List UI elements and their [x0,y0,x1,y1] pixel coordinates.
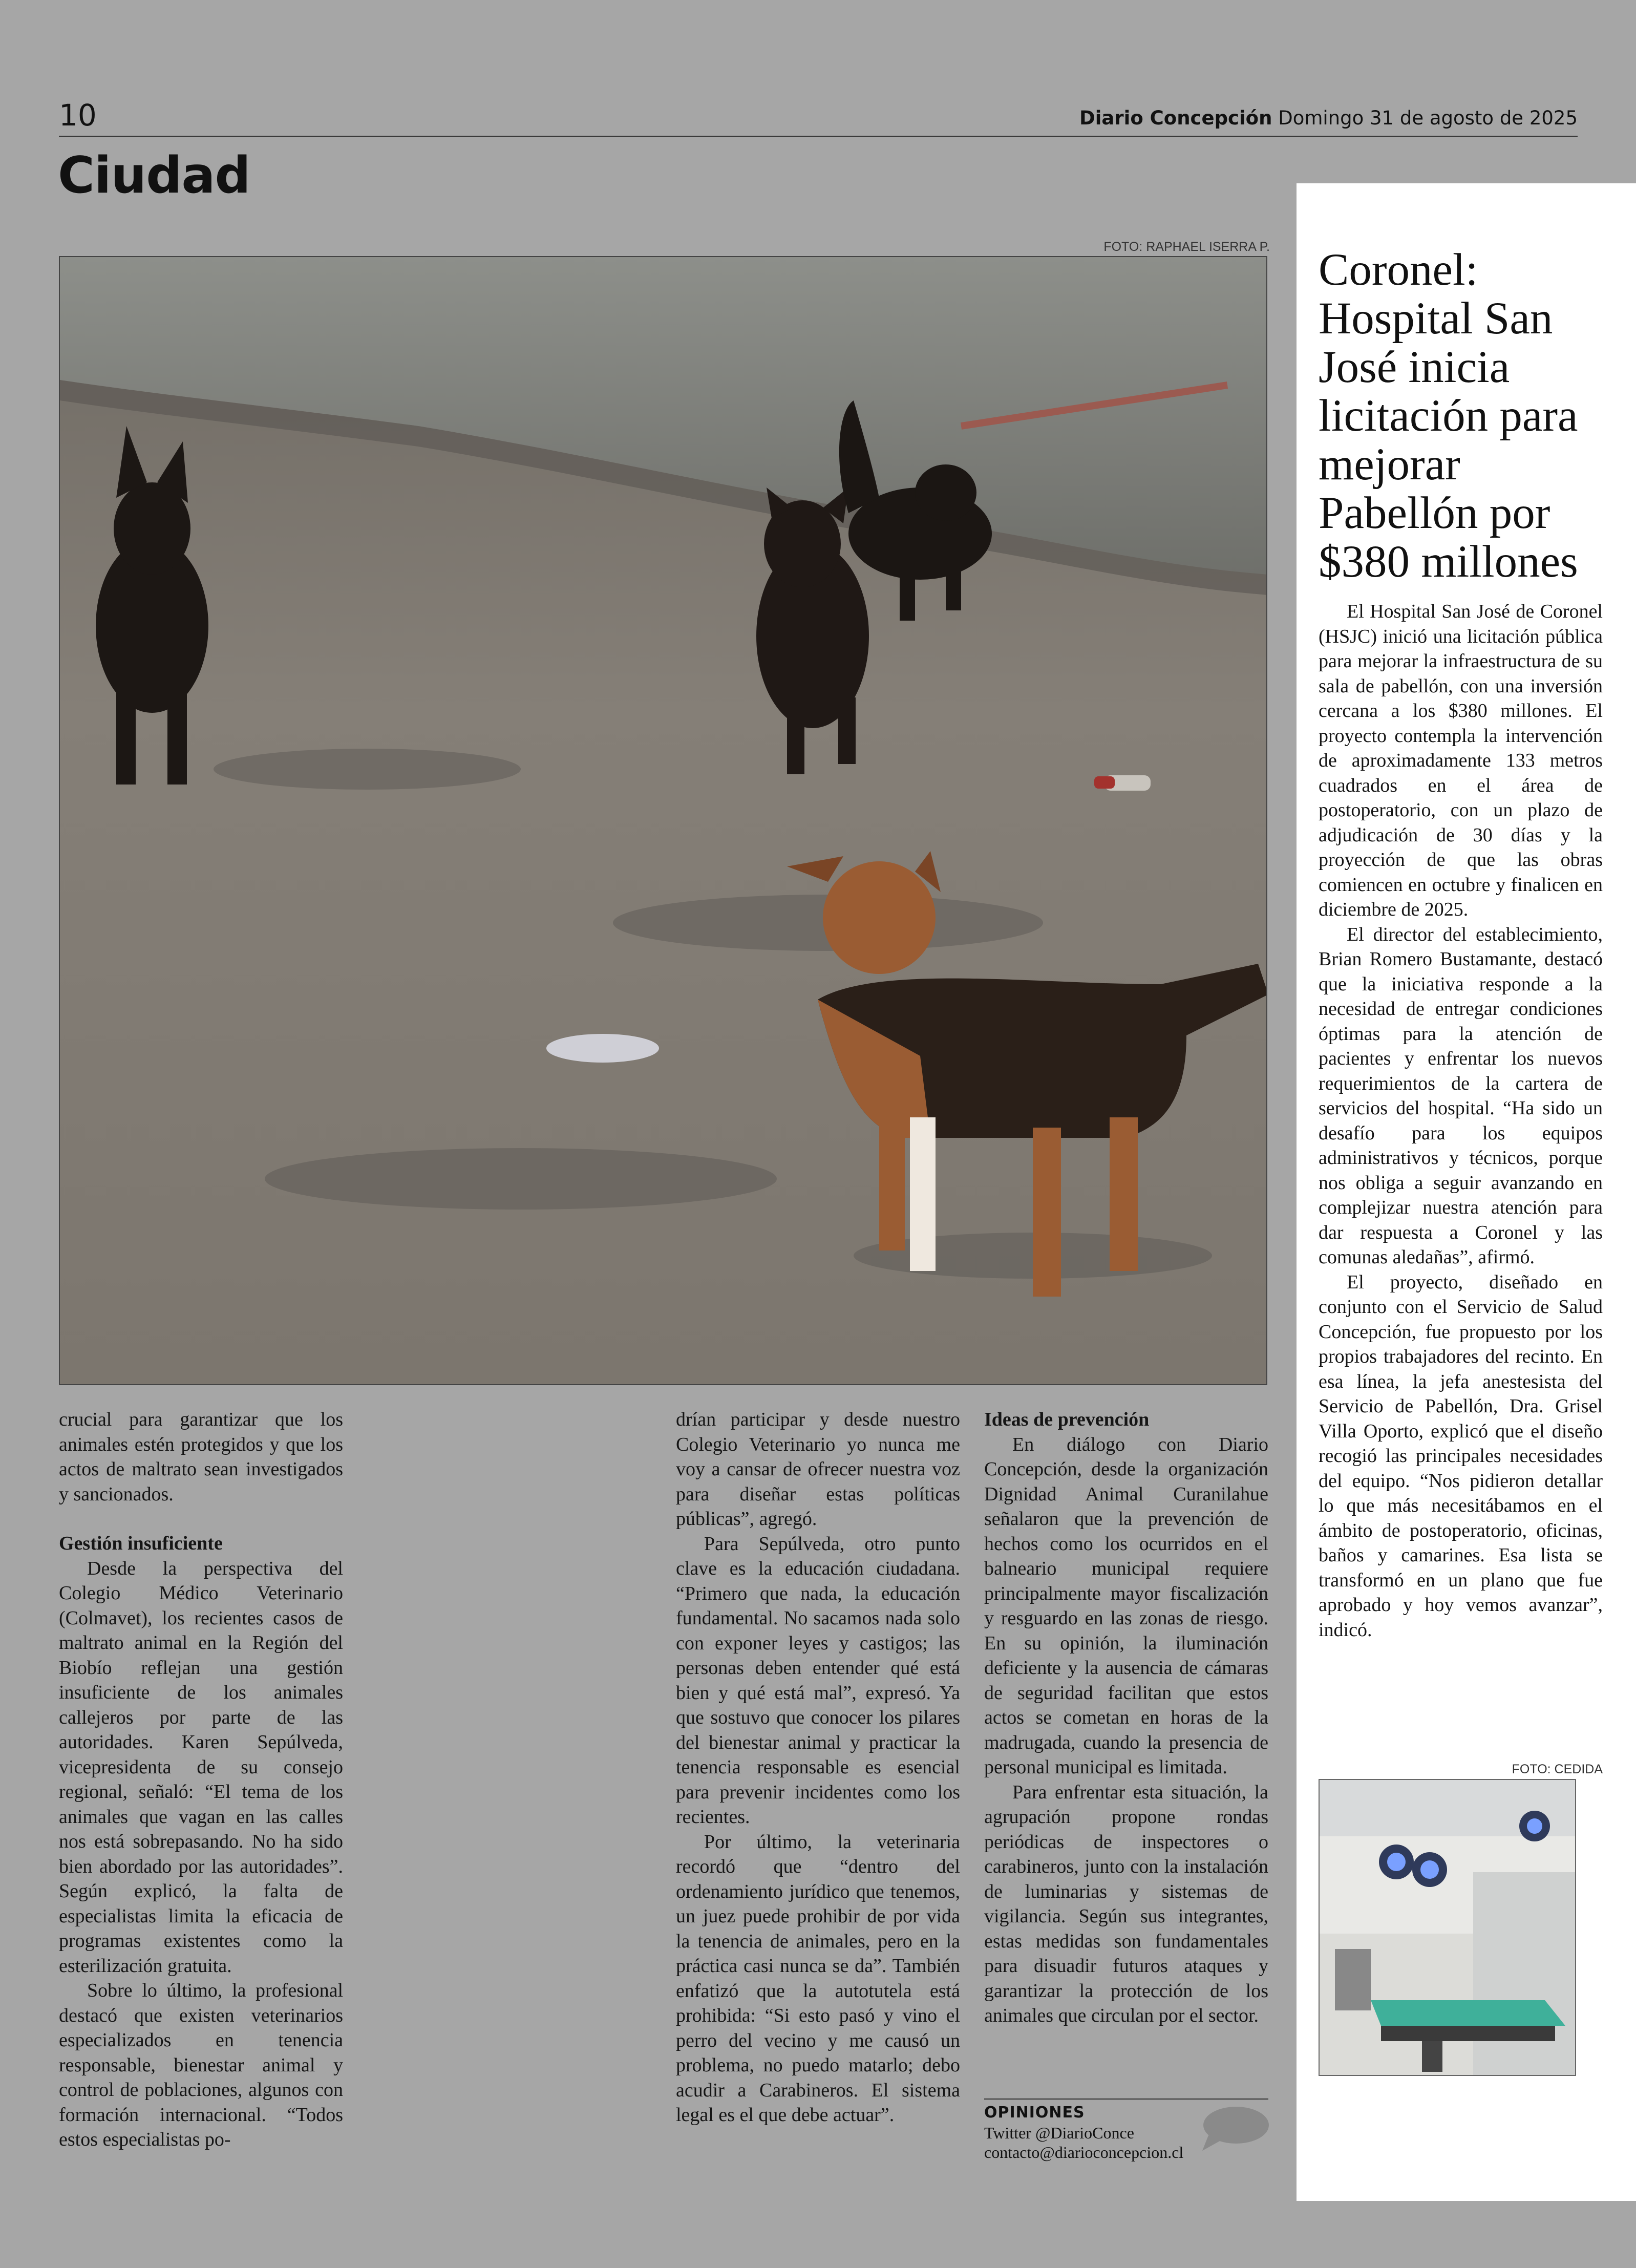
paragraph: Para enfrentar esta situación, la agrupación propone rondas periódicas de inspectores o carabineros, junto con la instalación de luminarias y sistemas de vigilancia. Según sus integrantes, estas medidas son fundamentales para disuadir futuros ataques y garantizar la protección de los animales que circulan por el sector. [984,1781,1268,2026]
subheading: Ideas de prevención [984,1409,1150,1430]
paragraph: En diálogo con Diario Concepción, desde la organización Dignidad Animal Curanilahue señalaron que la prevención de hechos como los ocurridos en el balneario municipal requiere principalmente mayor fiscalización y resguardo en las zonas de riesgo. En su opinión, la iluminación deficiente y la ausencia de cámaras de seguridad facilitan que estos actos se cometan en horas de la madrugada, cuando la presencia de personal municipal es limitada. [984,1433,1268,1778]
subheading: Gestión insuficiente [59,1533,223,1554]
sidebar-photo-credit: FOTO: CEDIDA [1512,1762,1603,1776]
contact-email[interactable]: contacto@diarioconcepcion.cl [984,2143,1184,2161]
operating-room-illustration [1320,1780,1576,2076]
issue-date: Domingo 31 de agosto de 2025 [1278,107,1578,129]
header-rule [59,136,1578,137]
paragraph: Sobre lo último, la profesional destacó que existen veterinarios especializados en tenencia responsable, bienestar animal y control de poblaciones, algunos con formación internacional. “Todos estos especialistas po- [59,1980,343,2150]
paragraph: Desde la perspectiva del Colegio Médico Veterinario (Colmavet), los recientes casos de maltrato animal en la Región del Biobío reflejan una gestión insuficiente de los animales callejeros por parte de las autoridades. Karen Sepúlveda, vicepresidenta de su consejo regional, señaló: “El tema de los animales que vagan en las calles nos está sobrepasando. No ha sido bien abordado por las autoridades”. Según explicó, la falta de especialistas limita la eficacia de programas existentes como la esterilización gratuita. [59,1557,343,1977]
masthead [1079,105,1578,131]
article-column-3 [984,1407,1268,2028]
newspaper-name: Diario Concepción [1079,107,1272,129]
page-number: 10 [59,98,97,133]
paragraph: Por último, la veterinaria recordó que “dentro del ordenamiento jurídico que tenemos, un juez puede prohibir de por vida la tenencia de animales, pero en la práctica casi nunca se da”. También enfatizó que la autotutela está prohibida: “Si esto pasó y vino el perro del vecino y me causó un problema, no puedo matarlo; debo acudir a Carabineros. El sistema legal es el que debe actuar”. [676,1831,960,2126]
paragraph: crucial para garantizar que los animales estén protegidos y que los actos de maltrato sean investigados y sancionados. [59,1409,343,1505]
paragraph: drían participar y desde nuestro Colegio Veterinario yo nunca me voy a cansar de ofrecer nuestra voz para diseñar estas políticas públicas”, agregó. [676,1409,960,1530]
opiniones-label: OPINIONES [984,2104,1085,2122]
paragraph: El director del establecimiento, Brian Romero Bustamante, destacó que la iniciativa responde a la necesidad de entregar condiciones óptimas para la atención de pacientes y enfrentar los nuevos requerimientos de la cartera de servicios del hospital. “Ha sido un desafío para los equipos administrativos y técnicos, porque nos obliga a seguir avanzando en complejizar nuestra atención para dar respuesta a Coronel y las comunas aledañas”, afirmó. [1319,923,1603,1268]
article-column-1 [59,1407,343,2152]
sidebar-body [1319,599,1603,1642]
paragraph: El proyecto, diseñado en conjunto con el Servicio de Salud Concepción, fue propuesto por los propios trabajadores del recinto. En esa línea, la jefa anestesista del Servicio de Pabellón, Dra. Grisel Villa Oporto, explicó que el diseño recogió las principales necesidades del equipo. “Nos pidieron detallar lo que más necesitábamos en el ámbito de postoperatorio, oficinas, baños y camarines. Esa lista se transformó en un plano que fue aprobado y hoy vemos avanzar”, indicó. [1319,1271,1603,1641]
operating-room-photo [1319,1779,1576,2076]
section-title: Ciudad [58,146,250,205]
paragraph: El Hospital San José de Coronel (HSJC) inició una licitación pública para mejorar la infraestructura de su sala de pabellón, con una inversión cercana a los $380 millones. El proyecto contempla la intervención de aproximadamente 133 metros cuadrados en el área de postoperatorio, con un plazo de adjudicación de 30 días y la proyección de que las obras comiencen en octubre y finalicen en diciembre de 2025. [1319,601,1603,920]
paragraph: Para Sepúlveda, otro punto clave es la educación ciudadana. “Primero que nada, la educación fundamental. No sacamos nada solo con exponer leyes y castigos; las personas deben entender qué está bien y qué está mal”, expresó. Ya que sostuvo que conocer los pilares del bienestar animal y practicar la tenencia responsable es esencial para prevenir incidentes como los recientes. [676,1533,960,1828]
twitter-handle[interactable]: Twitter @DiarioConce [984,2124,1134,2142]
sidebar-headline: Coronel: Hospital San José inicia licitación para mejorar Pabellón por $380 millones [1319,245,1578,587]
stray-dogs-beach-photo [59,256,1267,1385]
opiniones-rule [984,2099,1268,2100]
main-photo-credit: FOTO: RAPHAEL ISERRA P. [1103,240,1270,254]
beach-photo-illustration [60,257,1267,1385]
speech-bubble-icon [1198,2105,1270,2152]
article-column-2 [676,1407,960,2128]
